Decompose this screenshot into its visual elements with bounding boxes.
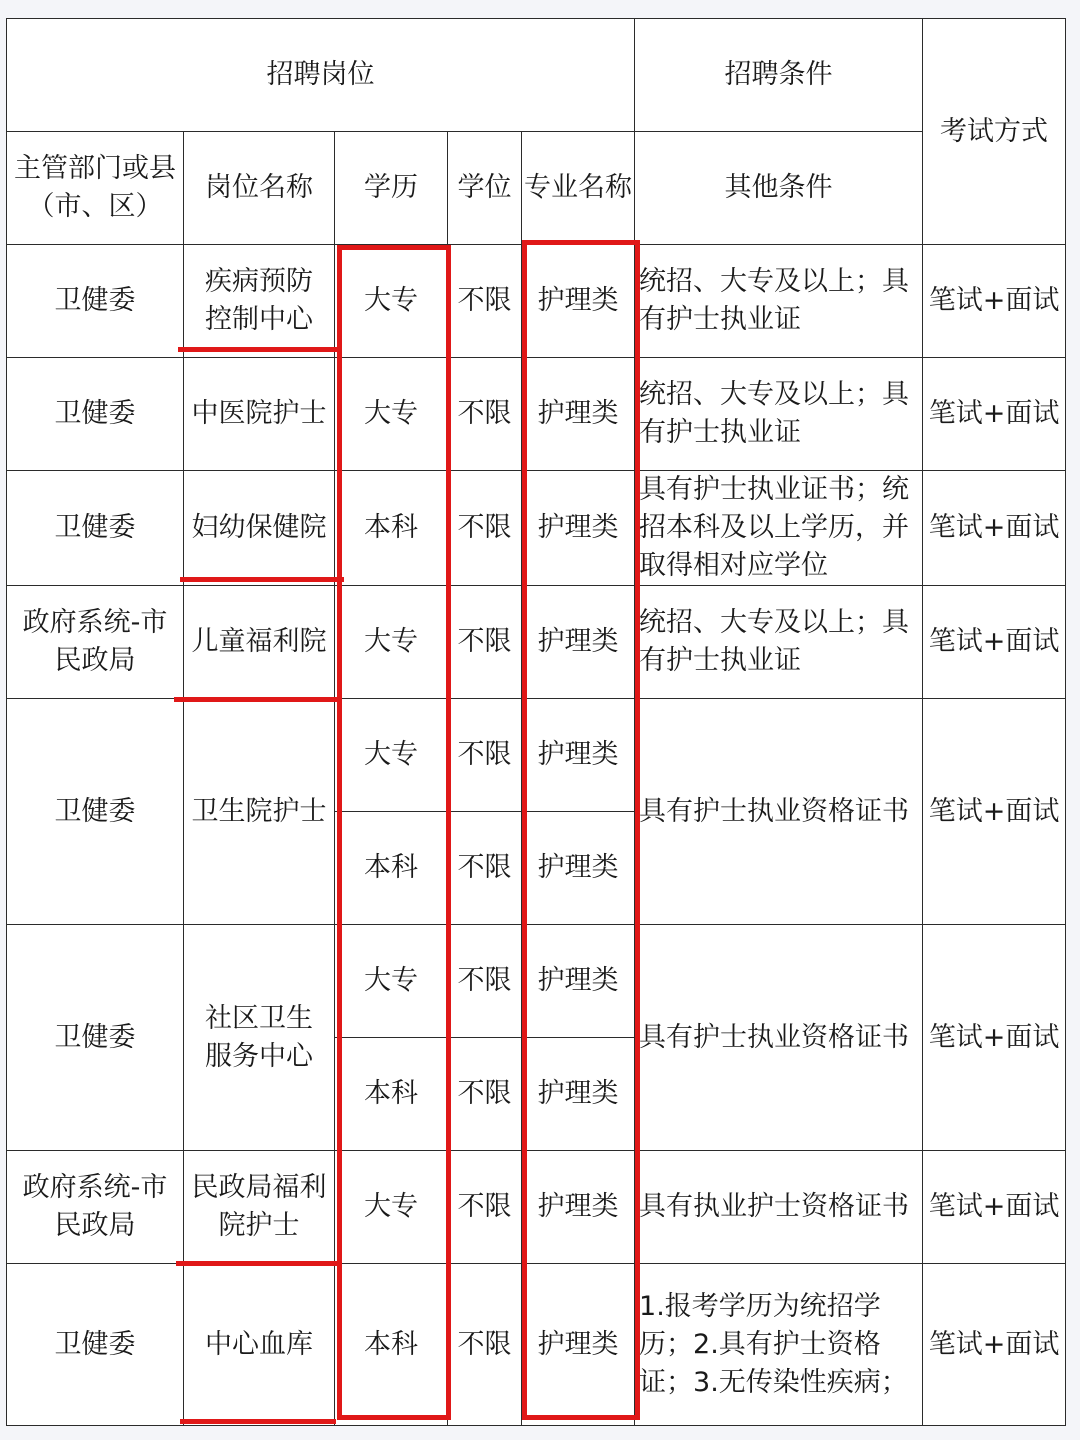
cell-position: 儿童福利院	[184, 586, 335, 699]
table-row	[7, 699, 1066, 812]
cell-department: 卫健委	[7, 1264, 184, 1426]
cell-position: 民政局福利院护士	[184, 1151, 335, 1264]
table-row	[7, 586, 1066, 699]
cell-exam: 笔试+面试	[923, 1151, 1066, 1264]
cell-position: 中心血库	[184, 1264, 335, 1426]
cell-major: 护理类	[522, 812, 635, 925]
cell-position: 疾病预防控制中心	[184, 245, 335, 358]
cell-degree: 不限	[448, 699, 522, 812]
cell-position: 卫生院护士	[184, 699, 335, 925]
cell-major: 护理类	[522, 245, 635, 358]
cell-degree: 不限	[448, 925, 522, 1038]
cell-education: 本科	[335, 471, 448, 586]
header-position-name: 岗位名称	[184, 132, 335, 245]
cell-other: 具有护士执业证书；统招本科及以上学历，并取得相对应学位	[635, 471, 923, 586]
table-row	[7, 245, 1066, 358]
cell-degree: 不限	[448, 1151, 522, 1264]
header-exam-method: 考试方式	[923, 19, 1066, 245]
cell-education: 本科	[335, 1264, 448, 1426]
cell-education: 大专	[335, 1151, 448, 1264]
cell-major: 护理类	[522, 358, 635, 471]
cell-degree: 不限	[448, 1264, 522, 1426]
cell-department: 政府系统-市民政局	[7, 1151, 184, 1264]
cell-department: 卫健委	[7, 699, 184, 925]
header-department	[7, 132, 184, 245]
header-department-line2: （市、区）	[27, 191, 163, 222]
cell-degree: 不限	[448, 358, 522, 471]
cell-education: 本科	[335, 812, 448, 925]
cell-other: 具有护士执业资格证书	[635, 699, 923, 925]
cell-major: 护理类	[522, 1038, 635, 1151]
cell-degree: 不限	[448, 471, 522, 586]
cell-exam: 笔试+面试	[923, 471, 1066, 586]
cell-degree: 不限	[448, 245, 522, 358]
cell-position: 妇幼保健院	[184, 471, 335, 586]
cell-other: 具有执业护士资格证书	[635, 1151, 923, 1264]
cell-education: 大专	[335, 925, 448, 1038]
cell-position: 社区卫生服务中心	[184, 925, 335, 1151]
cell-exam: 笔试+面试	[923, 586, 1066, 699]
cell-education: 大专	[335, 586, 448, 699]
cell-department: 卫健委	[7, 471, 184, 586]
header-degree: 学位	[448, 132, 522, 245]
cell-other: 具有护士执业资格证书	[635, 925, 923, 1151]
cell-major: 护理类	[522, 471, 635, 586]
header-major: 专业名称	[522, 132, 635, 245]
cell-department: 卫健委	[7, 358, 184, 471]
cell-department: 卫健委	[7, 245, 184, 358]
table-row	[7, 925, 1066, 1038]
cell-degree: 不限	[448, 1038, 522, 1151]
cell-exam: 笔试+面试	[923, 358, 1066, 471]
cell-degree: 不限	[448, 812, 522, 925]
cell-major: 护理类	[522, 1264, 635, 1426]
cell-other: 统招、大专及以上；具有护士执业证	[635, 245, 923, 358]
cell-department: 卫健委	[7, 925, 184, 1151]
cell-education: 大专	[335, 358, 448, 471]
cell-major: 护理类	[522, 586, 635, 699]
header-group-conditions: 招聘条件	[635, 19, 923, 132]
cell-other: 统招、大专及以上；具有护士执业证	[635, 586, 923, 699]
cell-education: 本科	[335, 1038, 448, 1151]
cell-major: 护理类	[522, 699, 635, 812]
cell-exam: 笔试+面试	[923, 925, 1066, 1151]
recruitment-table	[6, 18, 1066, 1426]
cell-education: 大专	[335, 245, 448, 358]
cell-position: 中医院护士	[184, 358, 335, 471]
header-education: 学历	[335, 132, 448, 245]
cell-degree: 不限	[448, 586, 522, 699]
table-row	[7, 358, 1066, 471]
header-department-line1: 主管部门或县	[14, 153, 176, 184]
cell-education: 大专	[335, 699, 448, 812]
cell-department: 政府系统-市民政局	[7, 586, 184, 699]
table-row	[7, 1264, 1066, 1426]
cell-major: 护理类	[522, 1151, 635, 1264]
table-row	[7, 471, 1066, 586]
cell-other: 1.报考学历为统招学历；2.具有护士资格证；3.无传染性疾病；	[635, 1264, 923, 1426]
table-row	[7, 1151, 1066, 1264]
cell-other: 统招、大专及以上；具有护士执业证	[635, 358, 923, 471]
cell-major: 护理类	[522, 925, 635, 1038]
header-other: 其他条件	[635, 132, 923, 245]
cell-exam: 笔试+面试	[923, 699, 1066, 925]
header-group-position: 招聘岗位	[7, 19, 635, 132]
cell-exam: 笔试+面试	[923, 1264, 1066, 1426]
cell-exam: 笔试+面试	[923, 245, 1066, 358]
